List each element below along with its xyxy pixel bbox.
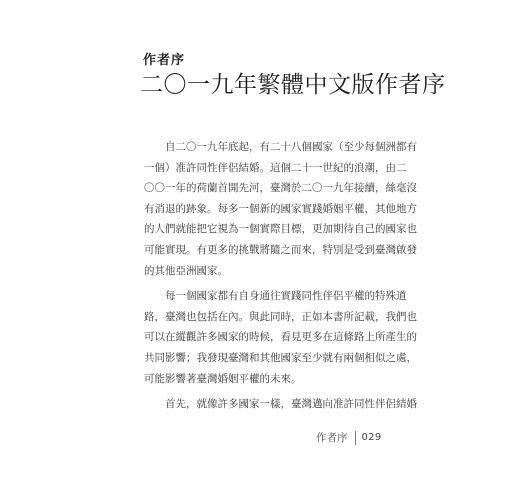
paragraph	[144, 394, 417, 415]
text-line: 可能實現。有更多的挑戰將隨之而來，特別是受到臺灣啟發	[144, 243, 417, 256]
text-line: 可能影響著臺灣婚姻平權的未來。	[144, 372, 302, 385]
text-line: 可以在縱觀許多國家的時候，看見更多在這條路上所產生的	[144, 331, 417, 344]
page-number: 029	[361, 432, 382, 443]
text-line: 一個）准許同性伴侶結婚。這個二十一世紀的浪潮，由二	[144, 161, 407, 174]
page-footer	[316, 430, 382, 445]
text-line: 〇〇一年的荷蘭首開先河，臺灣於二〇一九年接續，絲毫沒	[144, 182, 417, 195]
paragraph	[144, 137, 417, 281]
text-line: 的其他亞洲國家。	[144, 264, 228, 277]
text-line: 共同影響；我發現臺灣和其他國家至少就有兩個相似之處，	[144, 351, 417, 364]
text-line: 的人們就能把它視為一個實際目標，更加期待自己的國家也	[144, 223, 417, 236]
body-text	[144, 137, 417, 415]
running-head: 作者序	[316, 432, 348, 444]
paragraph	[144, 286, 417, 389]
chapter-title: 二〇一九年繁體中文版作者序	[140, 72, 446, 98]
text-line: 每一個國家都有自身通往實踐同性伴侶平權的特殊道	[144, 290, 407, 303]
text-line: 首先，就像許多國家一樣，臺灣邁向准許同性伴侶結婚	[144, 398, 417, 411]
text-line: 有消退的跡象。每多一個新的國家實踐婚姻平權，其他地方	[144, 202, 417, 215]
text-line: 路，臺灣也包括在內。與此同時，正如本書所記載，我們也	[144, 310, 417, 323]
footer-divider	[355, 431, 356, 445]
section-label: 作者序	[143, 53, 186, 68]
text-line: 自二〇一九年底起，有二十八個國家（至少每個洲都有	[144, 141, 417, 153]
